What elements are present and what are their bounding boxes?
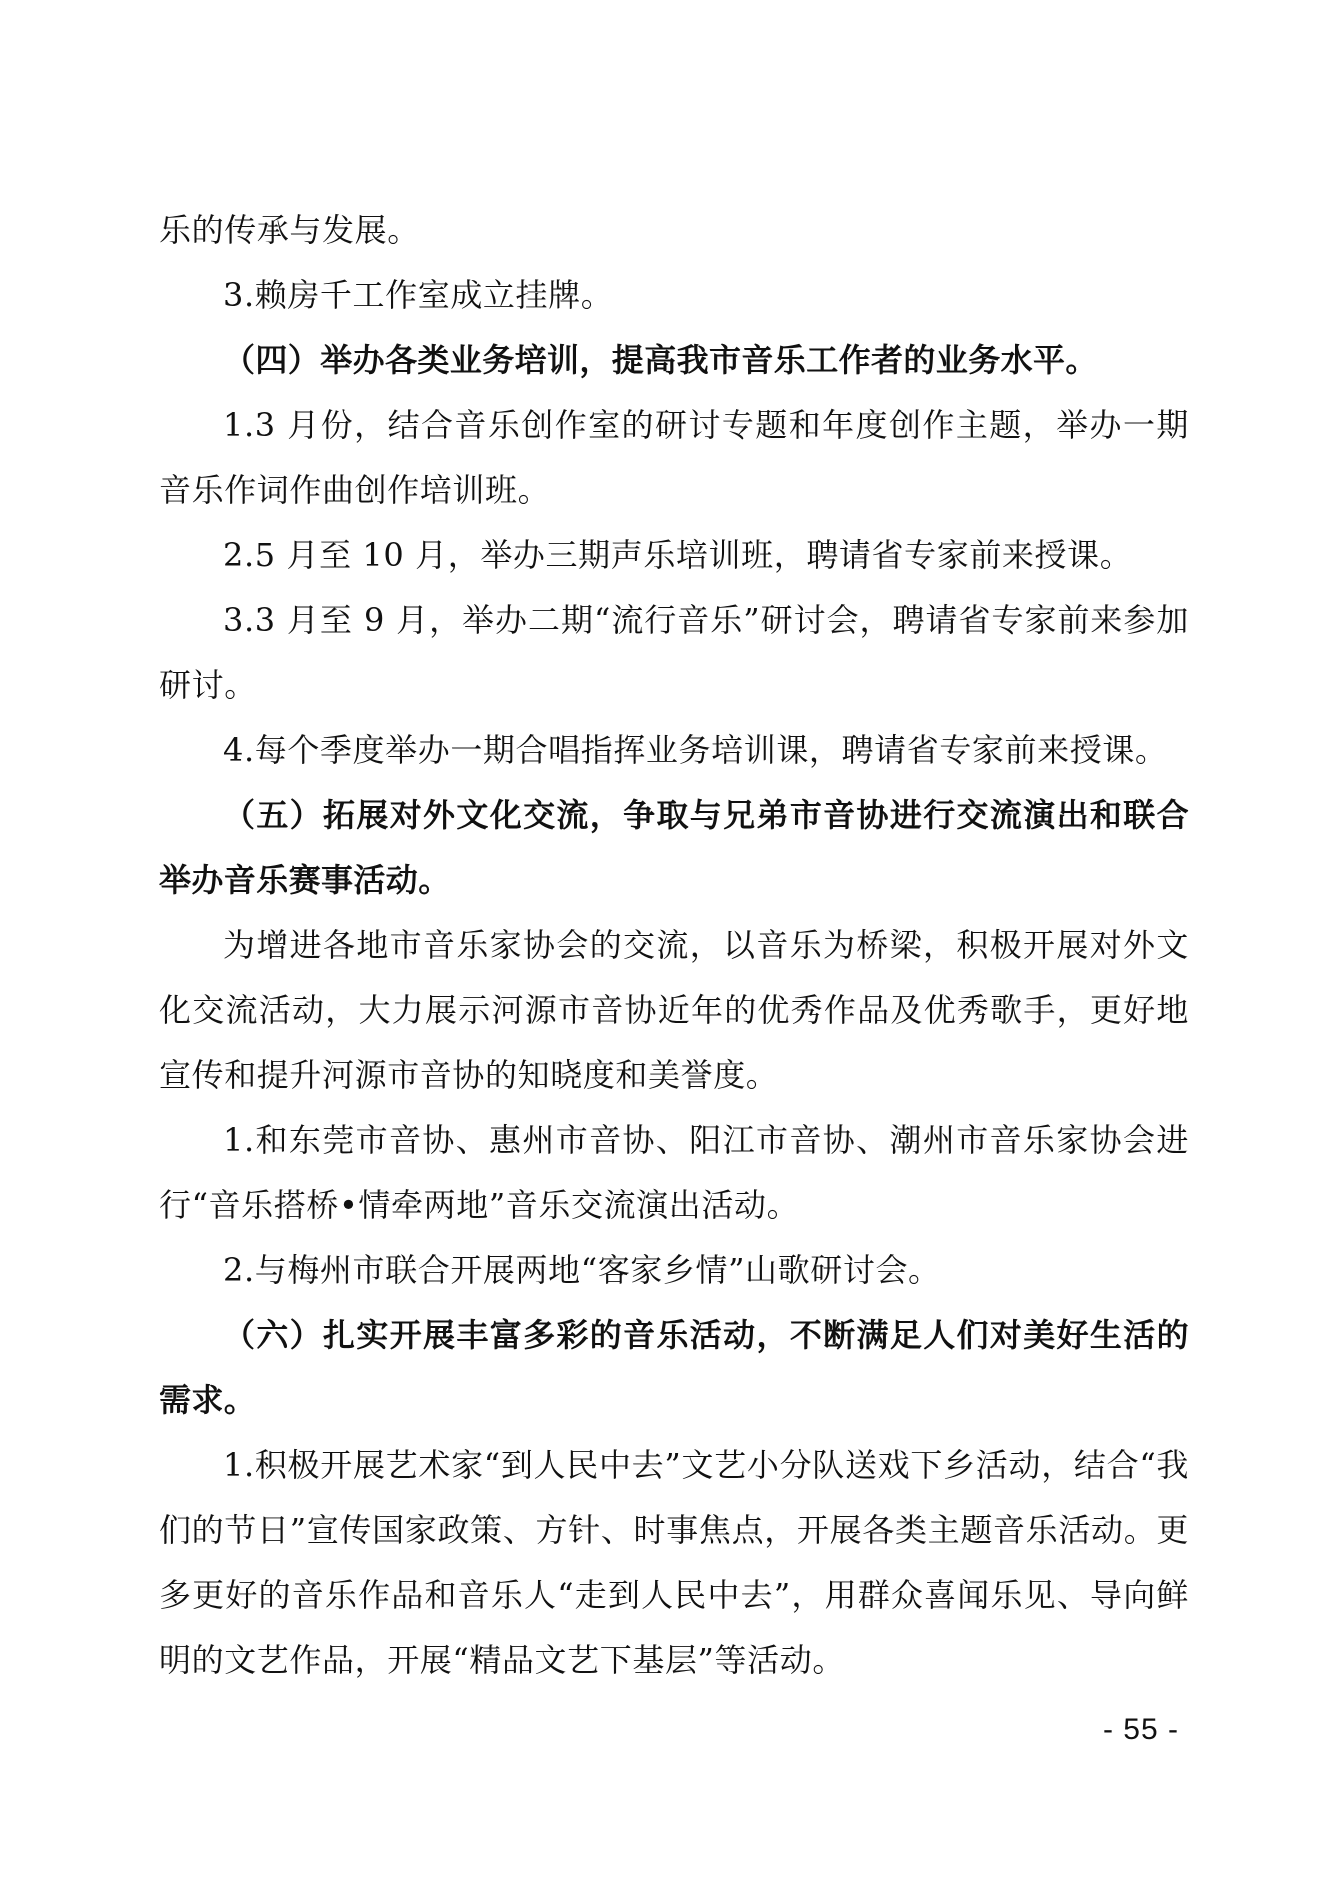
paragraph-item-2-may: 2.5 月至 10 月，举办三期声乐培训班，聘请省专家前来授课。 — [223, 536, 1133, 574]
section-heading-5: （五）拓展对外文化交流，争取与兄弟市音协进行交流演出和联合举办音乐赛事活动。 — [159, 796, 1189, 899]
section-heading-6: （六）扎实开展丰富多彩的音乐活动，不断满足人们对美好生活的需求。 — [159, 1316, 1189, 1419]
paragraph-item-3-march: 3.3 月至 9 月，举办二期“流行音乐”研讨会，聘请省专家前来参加研讨。 — [159, 601, 1189, 704]
document-body — [159, 198, 1189, 1693]
paragraph-continuation: 乐的传承与发展。 — [159, 211, 420, 249]
paragraph-item-2-meizhou: 2.与梅州市联合开展两地“客家乡情”山歌研讨会。 — [223, 1251, 941, 1289]
page-number: - 55 - — [1102, 1713, 1179, 1746]
paragraph-item-1-march: 1.3 月份，结合音乐创作室的研讨专题和年度创作主题，举办一期音乐作词作曲创作培训班。 — [159, 406, 1189, 509]
section-heading-4: （四）举办各类业务培训，提高我市音乐工作者的业务水平。 — [223, 341, 1098, 379]
paragraph-item-4-quarterly: 4.每个季度举办一期合唱指挥业务培训课，聘请省专家前来授课。 — [223, 731, 1168, 769]
paragraph-exchange-intro: 为增进各地市音乐家协会的交流，以音乐为桥梁，积极开展对外文化交流活动，大力展示河源市音协近年的优秀作品及优秀歌手，更好地宣传和提升河源市音协的知晓度和美誉度。 — [159, 926, 1189, 1094]
paragraph-item-1-dongguan: 1.和东莞市音协、惠州市音协、阳江市音协、潮州市音乐家协会进行“音乐搭桥•情牵两地”音乐交流演出活动。 — [159, 1121, 1189, 1224]
paragraph-item-1-artists: 1.积极开展艺术家“到人民中去”文艺小分队送戏下乡活动，结合“我们的节日”宣传国家政策、方针、时事焦点，开展各类主题音乐活动。更多更好的音乐作品和音乐人“走到人民中去”，用群众喜闻乐见、导向鲜明的文艺作品，开展“精品文艺下基层”等活动。 — [159, 1446, 1189, 1679]
paragraph-item-3-studio: 3.赖房千工作室成立挂牌。 — [223, 276, 614, 314]
